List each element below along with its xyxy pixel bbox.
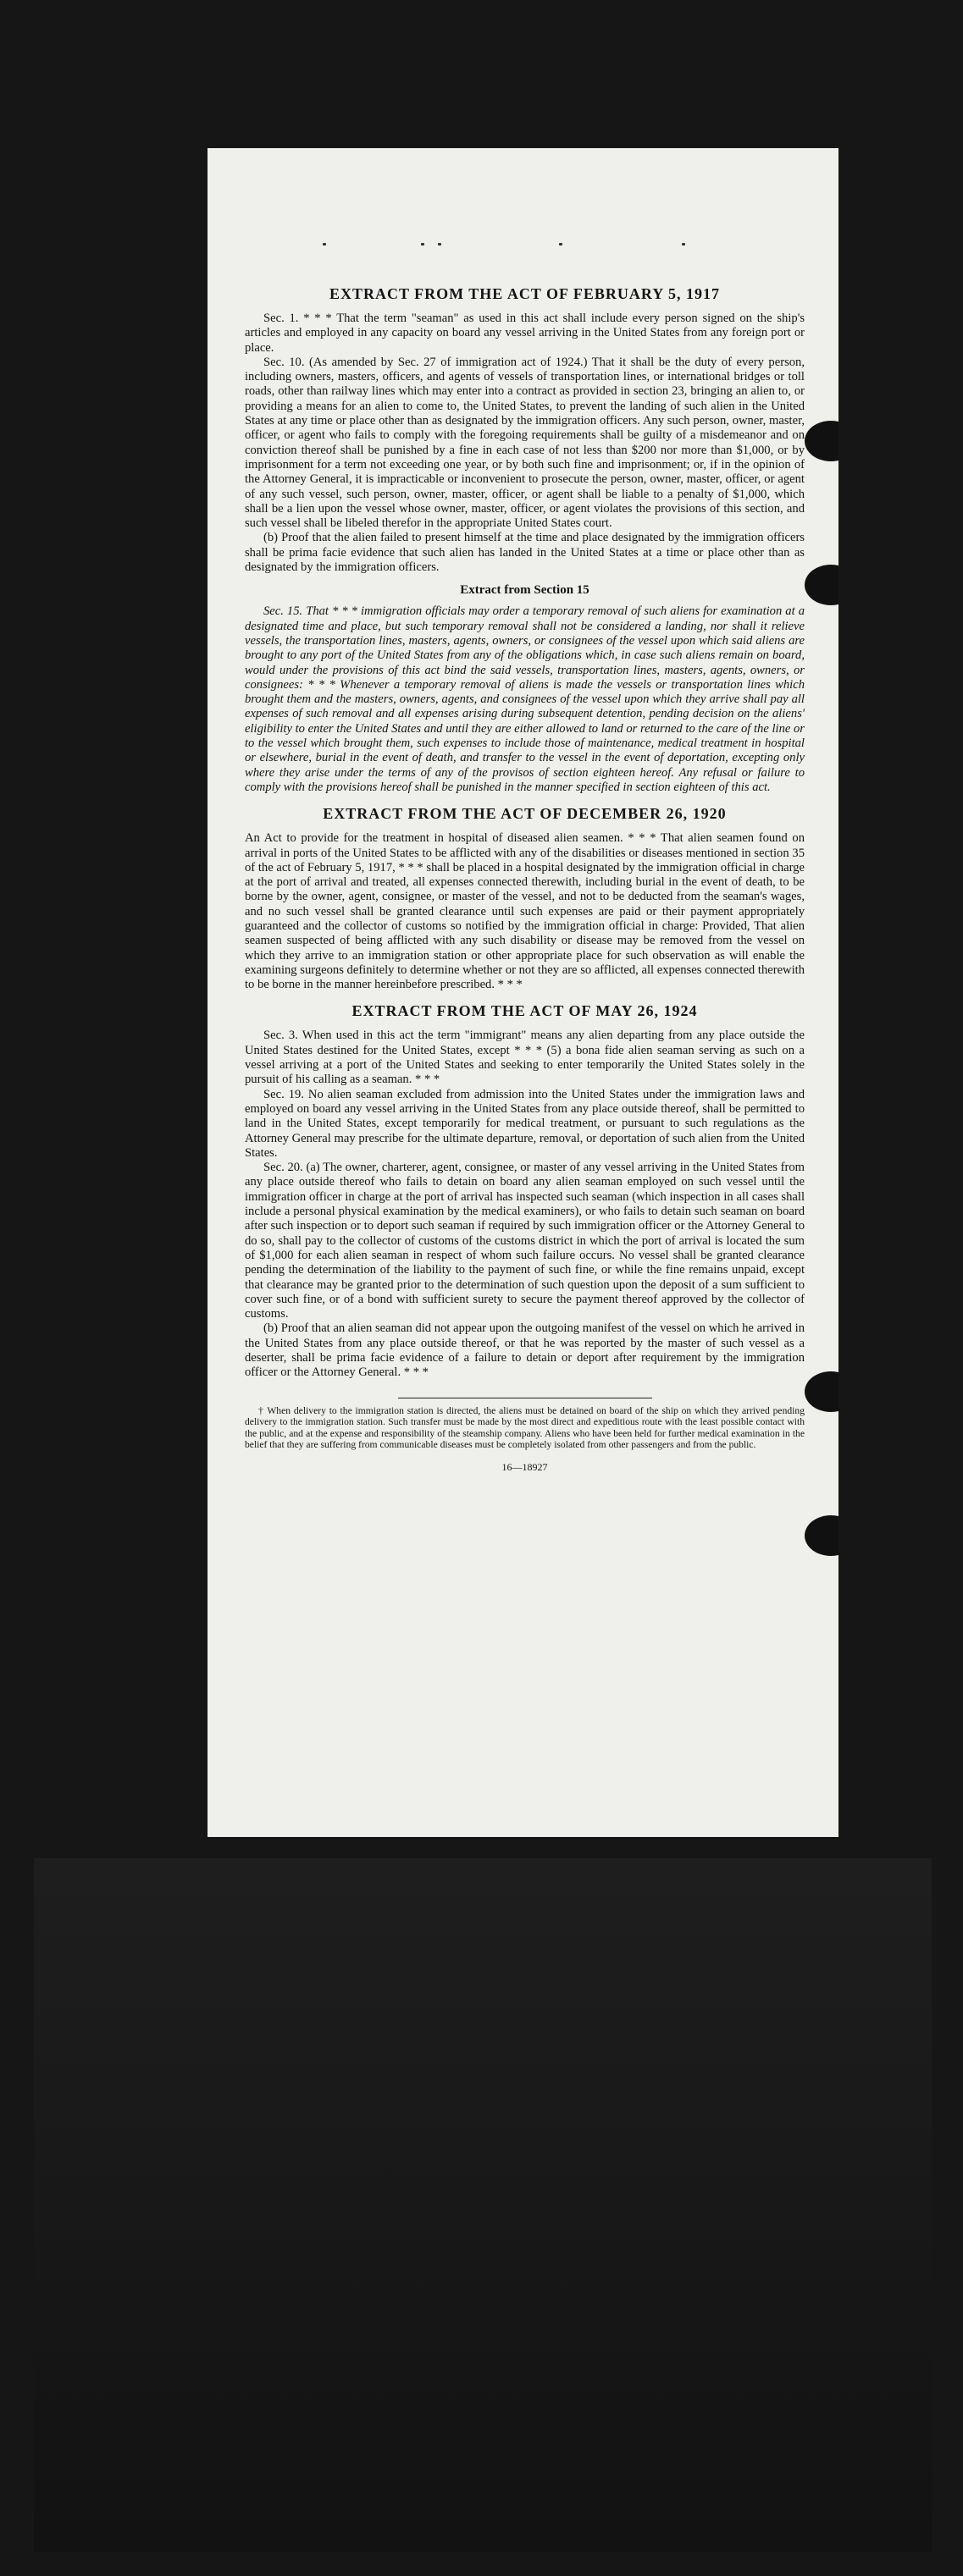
punch-marks: [208, 243, 838, 251]
binder-hole: [805, 565, 838, 605]
subsection-heading: Extract from Section 15: [460, 583, 589, 598]
section-heading: EXTRACT FROM THE ACT OF MAY 26, 1924: [351, 1002, 698, 1020]
scan-background-band: [34, 1858, 932, 2552]
paragraph: An Act to provide for the treatment in hospital of diseased alien seamen. * * * That alien seamen found on arrival in ports of the United States to be afflicted with any of the disabilities or diseases mentioned in section 35 of the act of February 5, 1917, * * * shall be placed in a hospital designated by the immigration official in charge at the port of arrival and treated, all expenses connected therewith, including burial in the event of death, to be borne by the owner, agent, consignee, or master of the vessel, and not to be deducted from the seaman's wages, and no such vessel shall be granted clearance until such expenses are paid or their payment appropriately guaranteed and the collector of customs so notified by the immigration official in charge: Provided, That alien seamen suspected of being afflicted with any such disability or disease may be removed from the vessel on which they arrive to an immigration station or other appropriate place for such observation as will enable the examining surgeons definitely to determine whether or not they are so afflicted, all expenses connected therewith to be borne in the manner hereinbefore prescribed. * * *: [245, 831, 805, 992]
footnote: † When delivery to the immigration station is directed, the aliens must be detained on board of the ship on which they arrived pending delivery to the immigration station. Such transfer must be made by the most direct and expeditious route with the least possible contact with the public, and at the expense and responsibility of the steamship company. Aliens who have been held for further medical examination in the belief that they are suffering from communicable diseases must be completely isolated from other passengers and from the public.: [245, 1404, 805, 1451]
paragraph: Sec. 20. (a) The owner, charterer, agent, consignee, or master of any vessel arriving in the United States from any place outside thereof who fails to detain on board any alien seaman employed on such vessel until the immigration officer in charge at the port of arrival has inspected such seaman (which inspection in all cases shall include a personal physical examination by the medical examiners), or who fails to detain such seaman on board after such inspection or to deport such seaman if required by such immigration officer or the Attorney General to do so, shall pay to the collector of customs of the customs district in which the port of arrival is located the sum of $1,000 for each alien seaman in respect of whom such failure occurs. No vessel shall be granted clearance pending the determination of the liability to the payment of such fine, or while the fine remains unpaid, except that clearance may be granted prior to the determination of such question upon the deposit of a sum sufficient to cover such fine, or of a bond with sufficient surety to secure the payment thereof approved by the collector of customs.: [245, 1161, 805, 1321]
binder-hole: [805, 421, 838, 461]
section-heading: EXTRACT FROM THE ACT OF DECEMBER 26, 1920: [323, 805, 727, 823]
binder-hole: [805, 1371, 838, 1412]
binder-hole: [805, 1515, 838, 1556]
paragraph: Sec. 1. * * * That the term "seaman" as used in this act shall include every person signed on the ship's articles and employed in any capacity on board any vessel arriving in the United States from any foreign port or place.: [245, 312, 805, 355]
section-heading: EXTRACT FROM THE ACT OF FEBRUARY 5, 1917: [329, 285, 721, 302]
paragraph: Sec. 3. When used in this act the term "immigrant" means any alien departing from any place outside the United States destined for the United States, except * * * (5) a bona fide alien seaman serving as such on a vessel arriving at a port of the United States and seeking to enter temporarily the United States solely in the pursuit of his calling as a seaman. * * *: [245, 1029, 805, 1087]
paragraph: (b) Proof that an alien seaman did not appear upon the outgoing manifest of the vessel on which he arrived in the United States from any place outside thereof, or that he was reported by the master of such vessel as a deserter, shall be prima facie evidence of a failure to detain or deport after requirement by the immigration officer or the Attorney General. * * *: [245, 1321, 805, 1380]
paragraph: Sec. 15. That * * * immigration officials may order a temporary removal of such aliens for examination at a designated time and place, but such temporary removal shall not be considered a landing, nor shall it relieve vessels, the transportation lines, masters, agents, owners, or consignees of the vessel upon which said aliens are brought to any port of the United States from any of the obligations which, in case such aliens remain on board, would under the provisions of this act bind the said vessels, transportation lines, masters, agents, owners, or consignees: * * * Whenever a temporary removal of aliens is made the vessels or transportation lines which brought them and the masters, owners, agents, and consignees of the vessel upon which they arrive shall pay all expenses of such removal and all expenses arising during subsequent detention, pending decision on the aliens' eligibility to enter the United States and until they are either allowed to land or returned to the care of the line or to the vessel which brought them, such expenses to include those of maintenance, medical treatment in hospital or elsewhere, burial in the event of death, and transfer to the vessel in the event of deportation, excepting only where they arise under the terms of any of the provisos of section eighteen hereof. Any refusal or failure to comply with the provisions hereof shall be punished in the manner specified in section eighteen of this act.: [245, 604, 805, 794]
print-code: 16—18927: [501, 1460, 548, 1473]
document-page: [208, 148, 838, 1837]
paragraph: (b) Proof that the alien failed to present himself at the time and place designated by the immigration officers shall be prima facie evidence that such alien has landed in the United States at a time or place other than as designated by the immigration officers.: [245, 531, 805, 575]
paragraph: Sec. 19. No alien seaman excluded from admission into the United States under the immigration laws and employed on board any vessel arriving in the United States from any place outside thereof, shall be permitted to land in the United States, except temporarily for medical treatment, or pursuant to such regulations as the Attorney General may prescribe for the ultimate departure, removal, or deportation of such alien from the United States.: [245, 1087, 805, 1160]
paragraph: Sec. 10. (As amended by Sec. 27 of immigration act of 1924.) That it shall be the duty of every person, including owners, masters, officers, and agents of vessels of transportation lines, or international bridges or toll roads, other than railway lines which may enter into a contract as provided in section 23, bringing an alien to, or providing a means for an alien to come to, the United States, to prevent the landing of such alien in the United States at any time or place other than as designated by the immigration officers. Any such person, owner, master, officer, or agent who fails to comply with the foregoing requirements shall be guilty of a misdemeanor and on conviction thereof shall be punished by a fine in each case of not less than $200 nor more than $1,000, or by imprisonment for a term not exceeding one year, or by both such fine and imprisonment; or, if in the opinion of the Attorney General, it is impracticable or inconvenient to prosecute the person, owner, master, officer, or agent of any such vessel, such person, owner, master, officer, or agent shall be liable to a penalty of $1,000, which shall be a lien upon the vessel whose owner, master, officer, or agent violates the provisions of this section, and such vessel shall be libeled therefor in the appropriate United States court.: [245, 355, 805, 531]
